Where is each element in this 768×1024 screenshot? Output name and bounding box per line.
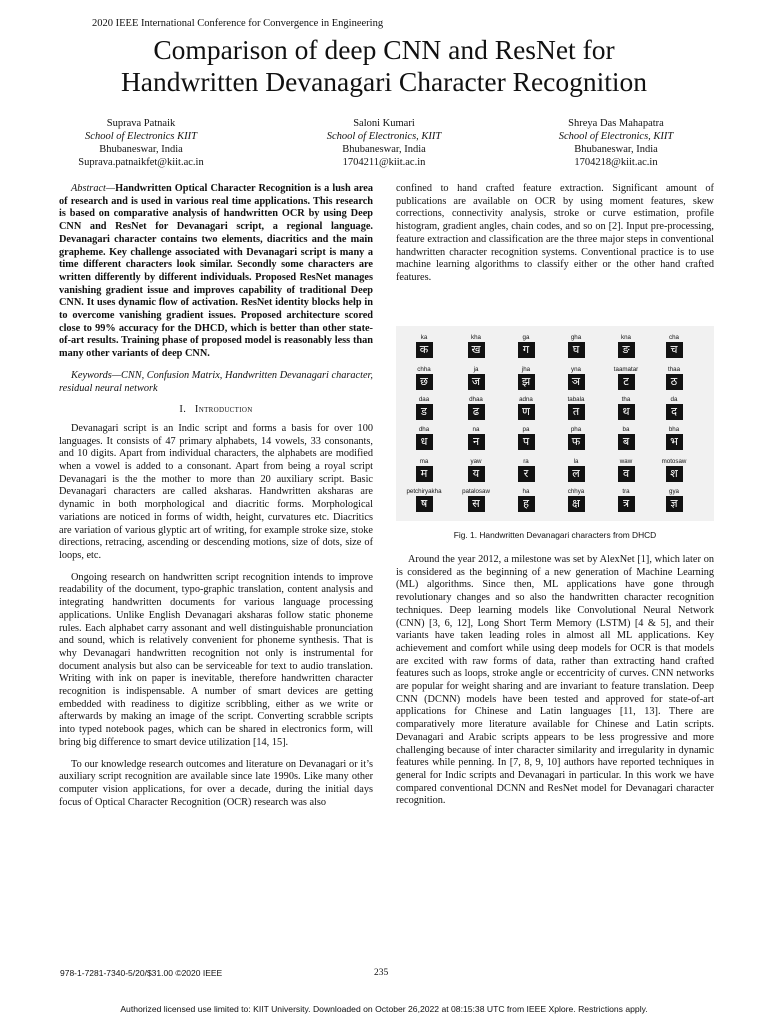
character-label: chhya xyxy=(567,488,585,495)
character-label: taamatar xyxy=(613,366,639,373)
character-sample-image: ह xyxy=(518,496,535,512)
author-email: 1704211@kiit.ac.in xyxy=(342,157,426,168)
character-label: adna xyxy=(519,396,533,403)
figure-character-cell xyxy=(506,488,546,512)
figure-character-cell xyxy=(404,458,444,482)
character-label: na xyxy=(472,426,480,433)
figure-character-cell xyxy=(556,334,596,358)
character-label: ra xyxy=(523,458,529,465)
figure-character-cell xyxy=(606,458,646,482)
character-sample-image: घ xyxy=(568,342,585,358)
character-sample-image: च xyxy=(666,342,683,358)
character-sample-image: र xyxy=(518,466,535,482)
figure-character-cell xyxy=(556,488,596,512)
character-sample-image: द xyxy=(666,404,683,420)
figure-caption: Fig. 1. Handwritten Devanagari characters from DHCD xyxy=(453,530,657,540)
character-label: tha xyxy=(621,396,631,403)
figure-character-cell xyxy=(506,366,546,390)
character-sample-image: छ xyxy=(416,374,433,390)
author-affiliation: School of Electronics KIIT xyxy=(85,131,197,142)
character-label: kna xyxy=(621,334,631,341)
left-column xyxy=(59,183,373,818)
character-sample-image: ट xyxy=(618,374,635,390)
character-label: bha xyxy=(668,426,680,433)
character-label: la xyxy=(573,458,579,465)
author-block-3 xyxy=(511,117,721,169)
intro-paragraph-1: Devanagari script is an Indic script and forms a basis for over 100 languages. It consists of 47 primary alphabets, 14 vowels, 33 consonants, and 10 digits. Apart from individual characters, the alphabets are modified when a vowel is added to a consonant. Apart from being a royal script Devanagari is the the mother to more than 20 auxiliary script. Basic Devanagari characters are called aksharas. Handwritten aksharas are dynamic in both morphological and diacritic forms. Morphological variations are noticed in forms of width, height, curvatures etc. Diacritics are variation of various glyptic art of writing, for example stroke size, stoke directions, retracing, ascending or descending motions, size of dots, size of loops, etc. xyxy=(59,422,373,561)
author-location: Bhubaneswar, India xyxy=(574,144,658,155)
character-label: daa xyxy=(418,396,430,403)
character-sample-image: ज्ञ xyxy=(666,496,683,512)
figure-character-cell xyxy=(404,366,444,390)
character-sample-image: स xyxy=(468,496,485,512)
section-title: Introduction xyxy=(194,404,253,416)
intro-paragraph-2: Ongoing research on handwritten script recognition intends to improve readability of the document, typo-graphic translation, content analysis and integrating handwritten documents for various language processing applications. Unlike English Devanagari aksharas follow static phoneme rules. Each alphabet carry assonant and well distinguishable pronunciation and sound, which is relatively convenient for phoneme synthesis. That is why Devanagari handwritten recognition not only is instrumental for document analysis but also can be serviceable for text to audio translation. Writing with ink on paper is inevitable, therefore handwritten character recognition is indispensable. A number of smart devices are getting embedded with readiness to digitize scribbling, either as we write or afterwards by making an image of the script. Converting scrabble scripts into typed notebook pages, which can be shared in electronics form, will bring big difference to smart device utilization [14, 15]. xyxy=(59,571,373,748)
right-column-top xyxy=(396,183,714,294)
figure-character-cell xyxy=(654,488,694,512)
right-column-bottom xyxy=(396,554,714,817)
character-label: ba xyxy=(622,426,630,433)
character-sample-image: त xyxy=(568,404,585,420)
figure-character-cell xyxy=(456,366,496,390)
title-line-1: Comparison of deep CNN and ResNet for xyxy=(153,34,615,65)
character-sample-image: ठ xyxy=(666,374,683,390)
character-sample-image: व xyxy=(618,466,635,482)
author-block-2 xyxy=(279,117,489,169)
character-sample-image: ण xyxy=(518,404,535,420)
character-sample-image: य xyxy=(468,466,485,482)
character-label: pha xyxy=(570,426,582,433)
figure-character-cell xyxy=(556,458,596,482)
title-line-2: Handwritten Devanagari Character Recognition xyxy=(120,66,648,97)
figure-character-cell xyxy=(456,426,496,450)
character-sample-image: क xyxy=(416,342,433,358)
author-name: Shreya Das Mahapatra xyxy=(568,118,664,129)
character-sample-image: थ xyxy=(618,404,635,420)
figure-character-cell xyxy=(556,366,596,390)
character-sample-image: ज xyxy=(468,374,485,390)
character-label: kha xyxy=(471,334,481,341)
character-label: gya xyxy=(669,488,679,495)
right-paragraph-continued: confined to hand crafted feature extraction. Significant amount of publications are available on OCR by using moment features, skew corrections, connectivity analysis, stroke or curve estimation, profile histogram, gradient angles, chain codes, and so on [2]. Input pre-processing, feature extraction and classification are the three major steps in conventional handwritten character recognition systems. Conventional practice is to use machine learning algorithms to classify either or the other hand crafted features. xyxy=(396,183,714,283)
character-label: motosaw xyxy=(661,458,687,465)
character-label: dhaa xyxy=(469,396,483,403)
character-label: patalosaw xyxy=(462,488,490,495)
author-affiliation: School of Electronics, KIIT xyxy=(326,131,442,142)
character-sample-image: ड xyxy=(416,404,433,420)
conference-name: 2020 IEEE International Conference for Convergence in Engineering xyxy=(92,18,384,29)
character-sample-image: ङ xyxy=(618,342,635,358)
figure-character-cell xyxy=(456,334,496,358)
license-notice: Authorized licensed use limited to: KIIT University. Downloaded on October 26,2022 at 08:15:38 UTC from IEEE Xplore. Restrictions apply. xyxy=(120,1004,648,1014)
figure-character-cell xyxy=(456,396,496,420)
character-label: dha xyxy=(418,426,430,433)
character-label: tabala xyxy=(567,396,585,403)
figure-character-cell xyxy=(654,426,694,450)
isbn-line: 978-1-7281-7340-5/20/$31.00 ©2020 IEEE xyxy=(60,968,223,978)
paper-title xyxy=(0,34,768,98)
character-sample-image: भ xyxy=(666,434,683,450)
author-email: Suprava.patnaikfet@kiit.ac.in xyxy=(78,157,204,168)
figure-character-cell xyxy=(606,488,646,512)
right-paragraph-alexnet: Around the year 2012, a milestone was set by AlexNet [1], which later on is considered as the beginning of a new generation of Machine Learning (ML) algorithms. Since then, ML applications have gone through revolutionary changes and so also the handwritten character recognition techniques. Deep learning models like Convolutional Neural Network (CNN) [3, 6, 12], Long Short Term Memory (LSTM) [4 & 5], and their variants have taken leading roles in almost all ML applications. Key achievement and comfort while using deep models for OCR is that models are excited with raw forms of data, rather than extracting hand crafted features such as loops, stroke angle or eccentricity of curves. CNN networks are popular for weight sharing and are invariant to feature translation. Deep CNN (DCNN) models have been tested and approved for state-of-art applications for Chinese and Latin languages [11, 13]. There are comparatively more literature available for Chinese and Latin scripts. Devanagari and Arabic scripts appears to be less progressive and more challenging because of inter character similarity and irregularity in dynamic features while penning. In [7, 8, 9, 10] authors have reported techniques in general for Indic scripts and Devanagari in particular. In this work we have compared conventional DCNN and ResNet model for Devanagari character recognition. xyxy=(396,554,714,807)
character-label: cha xyxy=(669,334,679,341)
character-label: pa xyxy=(522,426,530,433)
figure-character-cell xyxy=(606,334,646,358)
abstract-text: Handwritten Optical Character Recognition is a lush area of research and is used in various real time applications. This research is based on comparative analysis of handwritten OCR by using Deep CNN and ResNet for Devanagari script, a regional language. Devanagari character contains two elements, diacritics and the main grapheme. Key challenge associated with Devanagari script is many a time different characters look similar. Secondly some characters are written differently by different individuals. Proposed ResNet manages vanishing gradient issue and improves capability of traditional Deep CNN. It uses dynamic flow of activation. ResNet identity blocks help in to overcome vanishing gradient issues. Proposed architecture scored close to 99% accuracy for the DHCD, which is better than other state-of-art results. Training phase of proposed model is reasonably less than many other variants of deep CNN. xyxy=(59,183,373,360)
figure-character-cell xyxy=(506,396,546,420)
character-label: tra xyxy=(622,488,630,495)
character-label: ha xyxy=(522,488,530,495)
author-name: Suprava Patnaik xyxy=(106,118,176,129)
character-label: petchiryakha xyxy=(406,488,442,495)
character-sample-image: ध xyxy=(416,434,433,450)
section-numeral: I. xyxy=(179,404,187,416)
character-sample-image: ल xyxy=(568,466,585,482)
abstract-lead: Abstract— xyxy=(71,183,116,194)
figure-character-cell xyxy=(556,426,596,450)
author-affiliation: School of Electronics, KIIT xyxy=(558,131,674,142)
figure-character-cell xyxy=(654,366,694,390)
figure-character-cell xyxy=(606,396,646,420)
author-email: 1704218@kiit.ac.in xyxy=(574,157,658,168)
figure-character-cell xyxy=(506,334,546,358)
character-sample-image: प xyxy=(518,434,535,450)
figure-character-cell xyxy=(506,458,546,482)
character-sample-image: त्र xyxy=(618,496,635,512)
figure-dhcd-characters xyxy=(396,326,714,521)
character-label: da xyxy=(670,396,678,403)
author-name: Saloni Kumari xyxy=(353,118,415,129)
author-location: Bhubaneswar, India xyxy=(99,144,183,155)
character-sample-image: ञ xyxy=(568,374,585,390)
figure-character-cell xyxy=(404,334,444,358)
character-label: ka xyxy=(420,334,428,341)
character-sample-image: म xyxy=(416,466,433,482)
character-label: waw xyxy=(619,458,633,465)
character-sample-image: ढ xyxy=(468,404,485,420)
character-sample-image: क्ष xyxy=(568,496,585,512)
figure-character-cell xyxy=(404,488,444,512)
keywords: Keywords—CNN, Confusion Matrix, Handwritten Devanagari character, residual neural network xyxy=(59,369,373,394)
character-sample-image: न xyxy=(468,434,485,450)
figure-character-cell xyxy=(654,396,694,420)
character-sample-image: ग xyxy=(518,342,535,358)
intro-paragraph-3: To our knowledge research outcomes and literature on Devanagari or it’s auxiliary script recognition are available since late 1990s. Like many other computer vision applications, for over a decade, during the initial days focus of Optical Character Recognition (OCR) research was also xyxy=(59,758,373,808)
figure-character-cell xyxy=(506,426,546,450)
character-sample-image: फ xyxy=(568,434,585,450)
figure-character-cell xyxy=(456,458,496,482)
figure-character-cell xyxy=(456,488,496,512)
author-block-1 xyxy=(36,117,246,169)
figure-character-cell xyxy=(606,426,646,450)
author-location: Bhubaneswar, India xyxy=(342,144,426,155)
figure-character-cell xyxy=(404,396,444,420)
figure-character-cell xyxy=(556,396,596,420)
character-sample-image: झ xyxy=(518,374,535,390)
character-sample-image: ष xyxy=(416,496,433,512)
character-sample-image: श xyxy=(666,466,683,482)
character-label: yaw xyxy=(470,458,482,465)
character-label: ja xyxy=(473,366,479,373)
figure-character-cell xyxy=(654,334,694,358)
character-label: gha xyxy=(570,334,582,341)
page-number: 235 xyxy=(374,968,389,978)
character-label: ga xyxy=(522,334,530,341)
character-label: chha xyxy=(417,366,431,373)
character-label: jha xyxy=(521,366,531,373)
figure-character-cell xyxy=(654,458,694,482)
character-sample-image: ब xyxy=(618,434,635,450)
character-label: yna xyxy=(571,366,581,373)
character-label: ma xyxy=(419,458,429,465)
character-sample-image: ख xyxy=(468,342,485,358)
figure-character-cell xyxy=(404,426,444,450)
abstract xyxy=(59,183,373,361)
section-heading-introduction xyxy=(59,404,373,417)
character-label: thaa xyxy=(667,366,681,373)
figure-character-cell xyxy=(606,366,646,390)
